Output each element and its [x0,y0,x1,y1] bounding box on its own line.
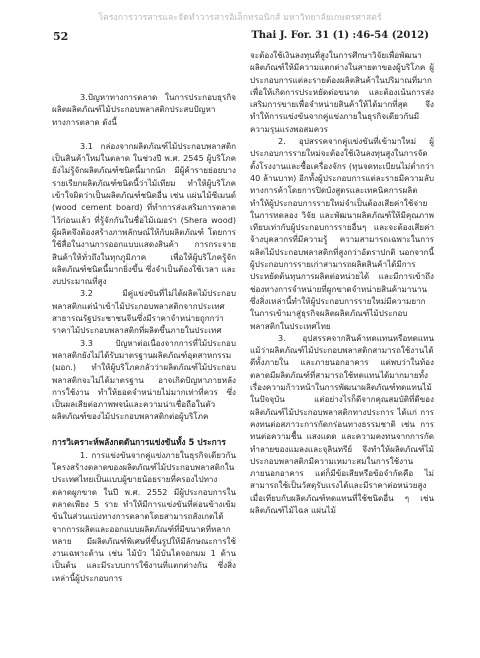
left-column [52,91,236,584]
paragraph-3-3: 3.3 ปัญหาต่อเนื่องจากการที่ไม้ประกอบพลาสติกยังไม่ได้รับมาตรฐานผลิตภัณฑ์อุตสาหกรรม (มอก.) ทำให้ผู้บริโภคกลัวว่าผลิตภัณฑ์ไม้ประกอบพลาสติกจะไม่ได้มาตรฐาน อาจเกิดปัญหาภายหลังการใช้งาน ทำให้ยอดจำหน่ายไม่มากเท่าที่ควร ซึ่งเป็นผลเสียต่อภาพพจน์และความน่าเชื่อถือในตัวผลิตภัณฑ์ของไม้ประกอบพลาสติกต่อผู้บริโภค [52,337,236,422]
paragraph-competition-1: 1. การแข่งขันจากคู่แข่งภายในธุรกิจเดียวกันโครงสร้างตลาดของผลิตภัณฑ์ไม้ประกอบพลาสติกในประเทศไทยเป็นแบบผู้ขายน้อยรายที่ครองไปทางตลาดผูกขาด ในปี พ.ศ. 2552 มีผู้ประกอบการในตลาดเพียง 5 ราย ทำให้มีการแข่งขันที่ค่อนข้างเข้มข้นในส่วนแบ่งทางการตลาดโดยสามารถสังเกตได้จากการผลิตและออกแบบผลิตภัณฑ์ที่มีขนาดที่หลากหลาย มีผลิตภัณฑ์พิเศษที่ขึ้นรูปให้มีลักษณะการใช้งานเฉพาะด้าน เช่น ไม้บัว ไม้บันไดจอกมม 1 ด้าน เป็นต้น และมีระบบการใช้งานที่แตกต่างกัน ซึ่งสิ่งเหล่านี้ผู้ประกอบการ [52,449,236,583]
watermark-header: โครงการวารสารและจัดทำวารสารอิเล็กทรอนิกส์ มหาวิทยาลัยเกษตรศาสตร์ [98,13,382,23]
paragraph-3-2: 3.2 มีคู่แข่งขันที่ไม่ได้ผลิตไม้ประกอบพลาสติกแต่นำเข้าไม้ประกอบพลาสติกจากประเทศสาธารณรัฐประชาชนจีนซึ่งมีราคาจำหน่ายถูกกว่าราคาไม้ประกอบพลาสติกที่ผลิตขึ้นภายในประเทศ [52,288,236,336]
paragraph-competition-3: 3. อุปสรรคจากสินค้าทดแทนหรือทดแทน แม้ว่าผลิตภัณฑ์ไม้ประกอบพลาสติกสามารถใช้งานได้ดีทั้งภายใน และภายนอกอาคาร แต่พบว่าในท้องตลาดมีผลิตภัณฑ์ที่สามารถใช้ทดแทนได้มากมายทั้งเรื่องความก้าวหน้าในการพัฒนาผลิตภัณฑ์ทดแทนไม้ในปัจจุบัน แต่อย่างไรก็ดีจากคุณสมบัติที่ดีของผลิตภัณฑ์ไม้ประกอบพลาสติกทางประการ ได้แก่ การคงทนต่อสภาวะการกัดกร่อนทางธรรมชาติ เช่น การทนต่อความชื้น แสงแดด และความคงทนจากการกัดทำลายของแมลงและจุลินทรีย์ จึงทำให้ผลิตภัณฑ์ไม้ประกอบพลาสติกมีความเหมาะสมในการใช้งานภายนอกอาคาร แต่ก็มีข้อเสียหรือข้อจำกัดคือ ไม่สามารถใช้เป็นวัสดุรับแรงได้และมีราคาต่อหน่วยสูงเมื่อเทียบกับผลิตภัณฑ์ทดแทนที่ใช้ชนิดอื่น ๆ เช่น ผลิตภัณฑ์ไม้ไฉล แผ่นไม้ [250,332,434,515]
paragraph-continued: จะต้องใช้เงินลงทุนที่สูงในการศึกษาวิจัยเพื่อพัฒนาผลิตภัณฑ์ให้มีความแตกต่างในสายตาของผู้บริโภค ผู้ประกอบการแต่ละรายต้องผลิตสินค้าในปริมาณที่มากเพื่อให้เกิดการประหยัดต่อขนาด และต้องเน้นการส่งเสริมการขายเพื่อจำหน่ายสินค้าให้ได้มากที่สุด จึงทำให้การแข่งขันจากคู่แข่งภายในธุรกิจเดียวกันมีความรุนแรงพอสมควร [250,50,434,134]
section-heading: การวิเคราะห์พลังกดดันการแข่งขันทั้ง 5 ประการ [52,436,226,447]
right-column [250,49,434,516]
paragraph-market-problems: 3.ปัญหาทางการตลาด ในการประกอบธุรกิจผลิตผลิตภัณฑ์ไม้ประกอบพลาสติกประสบปัญหาทางการตลาด ดังนี้ [52,92,236,127]
paragraph-competition-2: 2. อุปสรรคจากคู่แข่งขันที่เข้ามาใหม่ ผู้ประกอบการรายใหม่จะต้องใช้เงินลงทุนสูงในการจัดตั้งโรงงานและซื้อเครื่องจักร (ทุนจดทะเบียนไม่ต่ำกว่า 40 ล้านบาท) อีกทั้งผู้ประกอบการแต่ละรายมีความลับทางการค้าโดยการปิดบังสูตรและเทคนิคการผลิตทำให้ผู้ประกอบการรายใหม่จำเป็นต้องเสียค่าใช้จ่ายในการทดลอง วิจัย และพัฒนาผลิตภัณฑ์ให้มีคุณภาพเทียบเท่ากับผู้ประกอบการรายอื่นๆ และจะต้องเสียค่าจ้างบุคลากรที่มีความรู้ ความสามารถเฉพาะในการผลิตไม้ประกอบพลาสติกที่สูงกว่าอัตราปกติ นอกจากนี้ผู้ประกอบการรายเก่าสามารถผลิตสินค้าได้มีการประหยัดต้นทุนการผลิตต่อหน่วยได้ และมีการเข้าถึงช่องทางการจำหน่ายที่ผูกขาดจำหน่ายสินค้ามานาน ซึ่งสิ่งเหล่านี้ทำให้ผู้ประกอบการรายใหม่มีความยากในการเข้ามาสู่ธุรกิจผลิตผลิตภัณฑ์ไม้ประกอบพลาสติกในประเทศไทย [250,136,434,331]
page-number: 52 [53,30,69,43]
journal-reference: Thai J. For. 31 (1) :46-54 (2012) [251,30,429,41]
paragraph-3-1: 3.1 กล่องจากผลิตภัณฑ์ไม้ประกอบพลาสติกเป็นสินค้าใหม่ในตลาด ในช่วงปี พ.ศ. 2545 ผู้บริโภคยังไม่รู้จักผลิตภัณฑ์ชนิดนี้มากนัก มีผู้ค้ารายย่อยบางรายเรียกผลิตภัณฑ์ชนิดนี้ว่าไม้เทียม ทำให้ผู้บริโภคเข้าใจผิดว่าเป็นผลิตภัณฑ์ชนิดอื่น เช่น แผ่นไม้ซีเมนต์ (wood cement board) ที่ทำการส่งเสริมการตลาดไว้ก่อนแล้ว ที่รู้จักกันในชื่อไม้เฌอร่า (Shera wood) ผู้ผลิตจึงต้องสร้างภาพลักษณ์ให้กับผลิตภัณฑ์ โดยการใช้สื่อในงานการออกแบบแสดงสินค้า การกระจายสินค้าให้ทั่วถึงในทุกภูมิภาค เพื่อให้ผู้บริโภครู้จักผลิตภัณฑ์ชนิดนี้มากยิ่งขึ้น ซึ่งจำเป็นต้องใช้เวลา และงบประมาณที่สูง [52,140,236,287]
